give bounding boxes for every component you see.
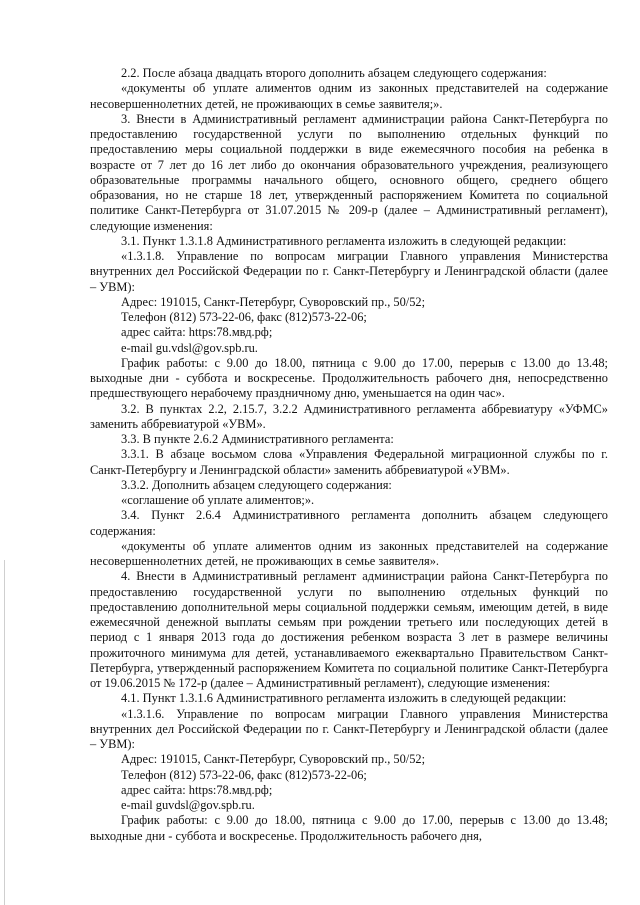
document-body	[90, 66, 608, 844]
schedule-paragraph-2: График работы: с 9.00 до 18.00, пятница с 9.00 до 17.00, перерыв с 13.00 до 13.48; выходные дни - суббота и воскресенье. Продолжительность рабочего дня,	[90, 813, 608, 843]
phone-line-2: Телефон (812) 573-22-06, факс (812)573-22-06;	[121, 767, 367, 782]
email-line: e-mail gu.vdsl@gov.spb.ru.	[121, 340, 258, 355]
paragraph-quote-docs-2: «документы об уплате алиментов одним из законных представителей на содержание несовершеннолетних детей, не проживающих в семье заявителя».	[90, 538, 608, 568]
paragraph-1-3-1-8: «1.3.1.8. Управление по вопросам миграции Главного управления Министерства внутренних дел Российской Федерации по г. Санкт-Петербургу и Ленинградской области (далее – УВМ):	[90, 249, 608, 294]
paragraph-3-3-1: 3.3.1. В абзаце восьмом слова «Управления Федеральной миграционной службы по г. Санкт-Петербургу и Ленинградской области» заменить аббревиатурой «УВМ».	[90, 447, 608, 477]
paragraph-3-4: 3.4. Пункт 2.6.4 Административного регламента дополнить абзацем следующего содержания:	[90, 508, 608, 538]
schedule-paragraph: График работы: с 9.00 до 18.00, пятница с 9.00 до 17.00, перерыв с 13.00 до 13.48; выходные дни - суббота и воскресенье. Продолжительность рабочего дня, непосредственно предшествующего нерабочему праздничному дню, уменьшается на один час».	[90, 355, 608, 401]
paragraph-2-2: 2.2. После абзаца двадцать второго дополнить абзацем следующего содержания:	[121, 66, 547, 80]
phone-line: Телефон (812) 573-22-06, факс (812)573-22-06;	[121, 310, 367, 324]
address-line: Адрес: 191015, Санкт-Петербург, Суворовский пр., 50/52;	[121, 294, 426, 309]
scan-edge	[4, 560, 5, 905]
paragraph-4-1: 4.1. Пункт 1.3.1.6 Административного регламента изложить в следующей редакции:	[121, 691, 567, 706]
paragraph-quote-docs: «документы об уплате алиментов одним из законных представителей на содержание несовершеннолетних детей, не проживающих в семье заявителя;».	[90, 81, 608, 111]
paragraph-agreement: «соглашение об уплате алиментов;».	[121, 493, 315, 507]
paragraph-3-3-2: 3.3.2. Дополнить абзацем следующего содержания:	[121, 477, 392, 492]
paragraph-1-3-1-6: «1.3.1.6. Управление по вопросам миграции Главного управления Министерства внутренних дел Российской Федерации по г. Санкт-Петербургу и Ленинградской области (далее – УВМ):	[90, 706, 608, 751]
address-line-2: Адрес: 191015, Санкт-Петербург, Суворовский пр., 50/52;	[121, 752, 426, 767]
email-line-2: e-mail guvdsl@gov.spb.ru.	[121, 798, 255, 812]
paragraph-3: 3. Внести в Административный регламент администрации района Санкт-Петербурга по предоставлению государственной услуги по выполнению отдельных функций по предоставлению меры социальной поддержки в виде ежемесячного пособия на ребенка в возрасте от 7 лет до 16 лет либо до окончания образовательного учреждения, реализующего образовательные программы начального общего, основного общего, среднего общего образования, но не старше 18 лет, утвержденный распоряжением Комитета по социальной политике Санкт-Петербурга от 31.07.2015 № 209-р (далее – Административный регламент), следующие изменения:	[90, 111, 608, 233]
website-line-2: адрес сайта: https:78.мвд.рф;	[121, 782, 273, 797]
paragraph-3-3: 3.3. В пункте 2.6.2 Административного регламента:	[121, 432, 394, 446]
website-line: адрес сайта: https:78.мвд.рф;	[121, 325, 273, 340]
paragraph-3-1: 3.1. Пункт 1.3.1.8 Административного регламента изложить в следующей редакции:	[121, 233, 567, 248]
paragraph-4: 4. Внести в Административный регламент администрации района Санкт-Петербурга по предоставлению государственной услуги по выполнению отдельных функций по предоставлению дополнительной меры социальной поддержки семьям, имеющим детей, в виде ежемесячной денежной выплаты семьям при рождении третьего или последующих детей в период с 1 января 2013 года до достижения ребенком возраста 3 лет в размере величины прожиточного минимума для детей, устанавливаемого ежеквартально Правительством Санкт-Петербурга, утвержденный распоряжением Комитета по социальной политике Санкт-Петербурга от 19.06.2015 № 172-р (далее – Административный регламент), следующие изменения:	[90, 569, 608, 690]
paragraph-3-2: 3.2. В пунктах 2.2, 2.15.7, 3.2.2 Административного регламента аббревиатуру «УФМС» заменить аббревиатурой «УВМ».	[90, 401, 608, 431]
